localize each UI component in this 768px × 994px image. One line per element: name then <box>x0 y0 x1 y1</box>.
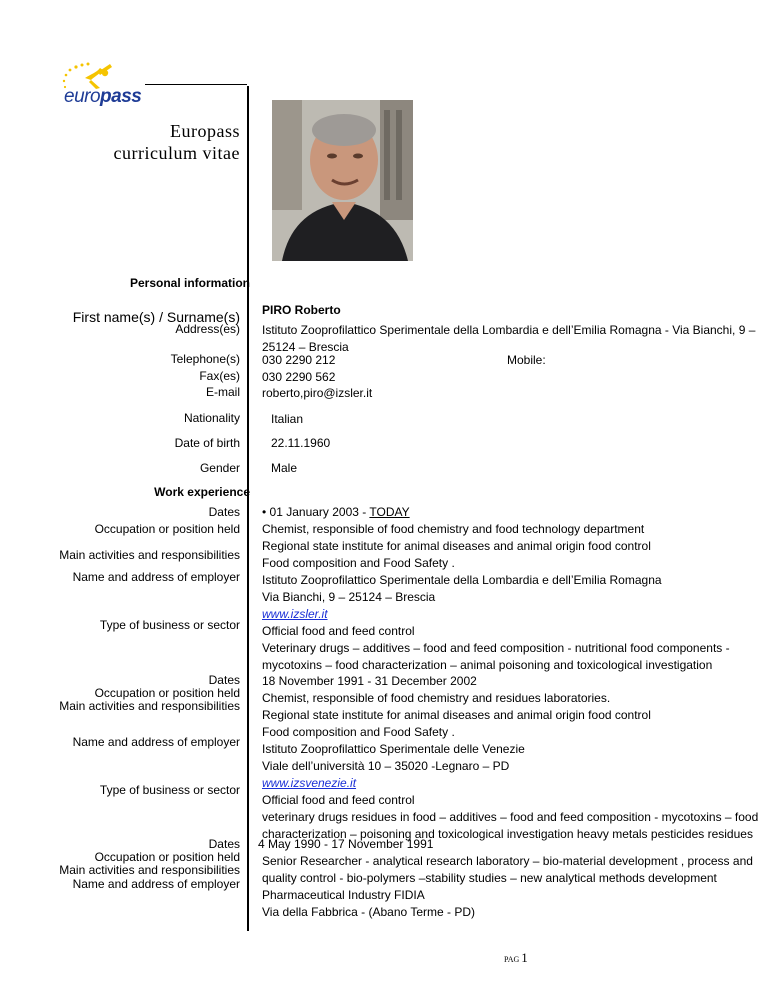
telephone-value: 030 2290 212 <box>262 353 336 367</box>
address-label: Address(es) <box>175 322 240 336</box>
entry1-bullet: • <box>262 505 267 519</box>
fax-value: 030 2290 562 <box>262 370 336 384</box>
entry2-activities1: Regional state institute for animal diseases and animal origin food control <box>262 708 651 722</box>
entry1-employer2: Via Bianchi, 9 – 25124 – Brescia <box>262 590 436 604</box>
doc-title-line2: curriculum vitae <box>113 143 240 163</box>
page-number: 1 <box>521 950 528 965</box>
entry2-occupation-label: Occupation or position held <box>94 686 240 700</box>
europass-logo <box>58 58 153 108</box>
entry1-business-label: Type of business or sector <box>99 618 240 632</box>
entry2-business-label: Type of business or sector <box>99 783 240 797</box>
entry3-employer2: Via della Fabbrica - (Abano Terme - PD) <box>262 905 475 919</box>
name-value: PIRO Roberto <box>262 303 341 317</box>
entry3-dates-label: Dates <box>208 837 240 851</box>
email-label: E-mail <box>205 385 240 399</box>
entry3-activities-label: Main activities and responsibilities <box>59 863 240 877</box>
profile-photo <box>272 100 413 261</box>
entry3-occupation2: quality control - bio-polymers –stability studies – new analytical methods development <box>262 871 717 885</box>
email-value[interactable]: roberto,piro@izsler.it <box>262 386 373 400</box>
entry1-activities-label: Main activities and responsibilities <box>59 548 240 562</box>
entry2-activities2: Food composition and Food Safety . <box>262 725 455 739</box>
entry2-dates: 18 November 1991 - 31 December 2002 <box>262 674 477 688</box>
personal-info-heading: Personal information <box>129 276 250 290</box>
entry2-business1: Official food and feed control <box>262 793 415 807</box>
entry1-activities2: Food composition and Food Safety . <box>262 556 455 570</box>
gender-label: Gender <box>199 461 240 475</box>
entry1-dates-prefix: 01 January 2003 - <box>269 505 370 519</box>
column-divider <box>247 86 249 931</box>
entry2-dates-label: Dates <box>208 673 240 687</box>
entry3-dates: 4 May 1990 - 17 November 1991 <box>258 837 434 851</box>
doc-title-line1: Europass <box>170 121 240 141</box>
entry1-activities1: Regional state institute for animal diseases and animal origin food control <box>262 539 651 553</box>
entry2-business2: veterinary drugs residues in food – additives – food and feed composition - mycotoxins – food <box>262 810 759 824</box>
entry1-business3: mycotoxins – food characterization – animal poisoning and toxicological investigation <box>262 658 713 672</box>
entry2-business3: characterization – poisoning and toxicological investigation heavy metals pesticides residues <box>262 827 753 841</box>
entry1-occupation-label: Occupation or position held <box>94 522 240 536</box>
entry1-dates-label: Dates <box>208 505 240 519</box>
logo-text-euro: euro <box>64 86 101 107</box>
entry1-business1: Official food and feed control <box>262 624 415 638</box>
dob-value: 22.11.1960 <box>271 436 331 450</box>
nationality-value: Italian <box>271 412 304 426</box>
mobile-label: Mobile: <box>507 353 546 367</box>
entry1-dates <box>262 504 410 521</box>
entry1-employer1: Istituto Zooprofilattico Sperimentale della Lombardia e dell’Emilia Romagna <box>262 573 662 587</box>
entry2-activities-label: Main activities and responsibilities <box>59 699 240 713</box>
entry1-dates-today: TODAY <box>369 505 410 519</box>
entry3-employer-label: Name and address of employer <box>72 877 240 891</box>
entry2-employer2: Viale dell’università 10 – 35020 -Legnaro – PD <box>262 759 510 773</box>
entry2-occupation: Chemist, responsible of food chemistry and residues laboratories. <box>262 691 611 705</box>
telephone-label: Telephone(s) <box>170 352 240 366</box>
entry3-occupation1: Senior Researcher - analytical research laboratory – bio-material development , process and <box>262 854 753 868</box>
entry2-employer1: Istituto Zooprofilattico Sperimentale delle Venezie <box>262 742 525 756</box>
portrait-icon <box>272 100 413 261</box>
work-experience-heading: Work experience <box>154 485 250 499</box>
page-footer <box>504 950 528 966</box>
address-line2: 25124 – Brescia <box>262 340 349 354</box>
address-line1: Istituto Zooprofilattico Sperimentale della Lombardia e dell’Emilia Romagna - Via Bianchi, 9 – <box>262 323 756 337</box>
entry1-business2: Veterinary drugs – additives – food and feed composition - nutritional food components - <box>262 641 730 655</box>
entry1-employer-label: Name and address of employer <box>72 570 240 584</box>
entry2-website-link[interactable]: www.izsvenezie.it <box>262 776 357 790</box>
fax-label: Fax(es) <box>199 369 240 383</box>
page-prefix: PAG <box>504 955 520 964</box>
entry2-employer-label: Name and address of employer <box>72 735 240 749</box>
europass-wordmark <box>64 86 141 108</box>
logo-rule <box>145 84 247 85</box>
entry3-employer1: Pharmaceutical Industry FIDIA <box>262 888 425 902</box>
entry1-website-link[interactable]: www.izsler.it <box>262 607 328 621</box>
name-label: First name(s) / Surname(s) <box>72 309 240 325</box>
dob-label: Date of birth <box>174 436 240 450</box>
entry1-occupation: Chemist, responsible of food chemistry and food technology department <box>262 522 645 536</box>
logo-text-pass: pass <box>100 86 142 107</box>
nationality-label: Nationality <box>183 411 240 425</box>
entry3-occupation-label: Occupation or position held <box>94 850 240 864</box>
gender-value: Male <box>271 461 298 475</box>
